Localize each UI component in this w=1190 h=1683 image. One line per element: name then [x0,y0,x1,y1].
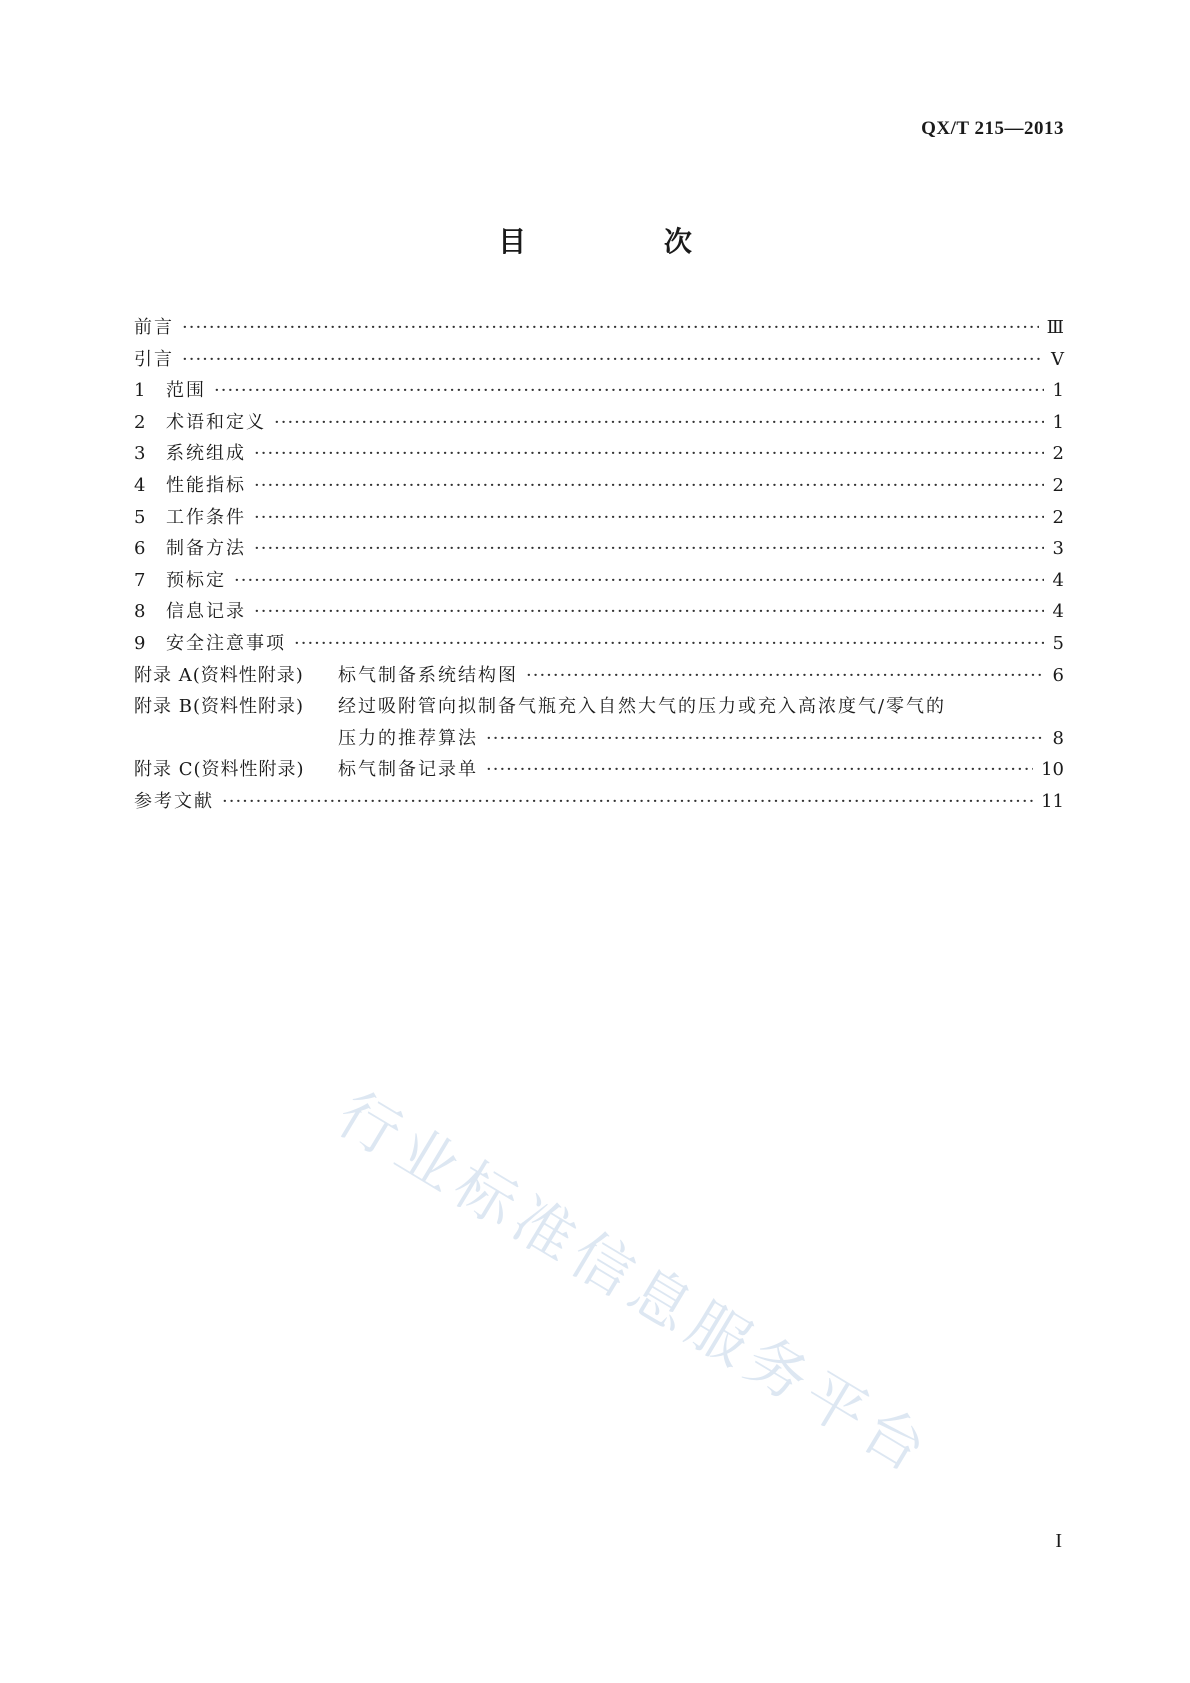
toc-entry-scope[interactable] [134,375,1064,407]
page-number: I [1055,1530,1062,1552]
toc-entry-appendix-b-continued[interactable] [134,723,1064,755]
toc-entry-safety[interactable] [134,628,1064,660]
table-of-contents [134,312,1064,818]
toc-entry-terms[interactable] [134,407,1064,439]
toc-entry-page: Ⅴ [1051,348,1064,370]
toc-entry-label: 范围 [166,380,206,402]
toc-entry-number: 3 [134,443,146,465]
toc-entry-label: 性能指标 [166,474,246,496]
toc-entry-label: 标气制备记录单 [338,759,478,781]
toc-entry-preparation[interactable] [134,533,1064,565]
appendix-prefix: 附录 A(资料性附录) [134,664,304,686]
toc-entry-page: 2 [1052,506,1064,528]
toc-entry-performance[interactable] [134,470,1064,502]
dot-leader [254,502,1044,534]
toc-entry-label: 前言 [134,317,174,338]
toc-entry-appendix-a[interactable] [134,660,1064,692]
toc-entry-label: 工作条件 [166,506,246,528]
dot-leader [294,628,1044,660]
appendix-prefix: 附录 B(资料性附录) [134,696,304,718]
toc-entry-foreword[interactable] [134,312,1064,344]
toc-entry-label: 安全注意事项 [166,632,286,654]
toc-entry-label: 参考文献 [134,790,214,812]
toc-entry-references[interactable] [134,786,1064,818]
dot-leader [182,344,1043,376]
dot-leader [222,786,1033,818]
toc-entry-number: 7 [134,569,146,591]
toc-entry-working-conditions[interactable] [134,502,1064,534]
toc-entry-label: 预标定 [166,569,226,591]
dot-leader [182,312,1039,344]
toc-entry-label: 经过吸附管向拟制备气瓶充入自然大气的压力或充入高浓度气/零气的 [338,696,947,718]
toc-title: 目 次 [498,225,756,258]
toc-entry-page: 4 [1052,601,1064,623]
toc-entry-label: 信息记录 [166,601,246,623]
toc-entry-label: 术语和定义 [166,411,266,433]
toc-entry-label-continued: 压力的推荐算法 [338,727,478,749]
dot-leader [234,565,1044,597]
toc-entry-number: 6 [134,538,146,560]
toc-entry-number: 2 [134,411,146,433]
dot-leader [526,660,1044,692]
toc-entry-number: 5 [134,506,146,528]
dot-leader [254,438,1044,470]
toc-entry-precalibration[interactable] [134,565,1064,597]
toc-entry-appendix-c[interactable] [134,754,1064,786]
toc-entry-page: 2 [1052,474,1064,496]
toc-entry-label: 标气制备系统结构图 [338,664,518,686]
dot-leader [486,723,1044,755]
toc-entry-appendix-b[interactable] [134,691,1064,723]
toc-entry-page: Ⅲ [1046,317,1064,338]
toc-entry-page: 1 [1052,411,1064,433]
toc-entry-number: 9 [134,632,146,654]
toc-entry-page: 6 [1052,664,1064,686]
toc-entry-system-composition[interactable] [134,438,1064,470]
toc-entry-number: 1 [134,380,146,402]
toc-entry-page: 11 [1041,790,1064,812]
toc-entry-page: 2 [1052,443,1064,465]
standard-code: QX/T 215—2013 [921,118,1064,139]
toc-entry-page: 3 [1052,538,1064,560]
dot-leader [254,470,1044,502]
toc-entry-page: 8 [1052,727,1064,749]
toc-entry-label: 制备方法 [166,538,246,560]
toc-entry-page: 4 [1052,569,1064,591]
toc-entry-page: 1 [1052,380,1064,402]
toc-entry-number: 8 [134,601,146,623]
toc-entry-number: 4 [134,474,146,496]
toc-entry-label: 引言 [134,348,174,370]
toc-entry-label: 系统组成 [166,443,246,465]
dot-leader [274,407,1044,439]
dot-leader [254,596,1044,628]
dot-leader [214,375,1044,407]
dot-leader [254,533,1044,565]
dot-leader [486,754,1033,786]
watermark: 行业标准信息服务平台 [325,1079,945,1490]
toc-entry-records[interactable] [134,596,1064,628]
appendix-prefix: 附录 C(资料性附录) [134,759,305,781]
toc-entry-page: 5 [1052,632,1064,654]
toc-entry-page: 10 [1041,759,1064,781]
toc-entry-introduction[interactable] [134,344,1064,376]
